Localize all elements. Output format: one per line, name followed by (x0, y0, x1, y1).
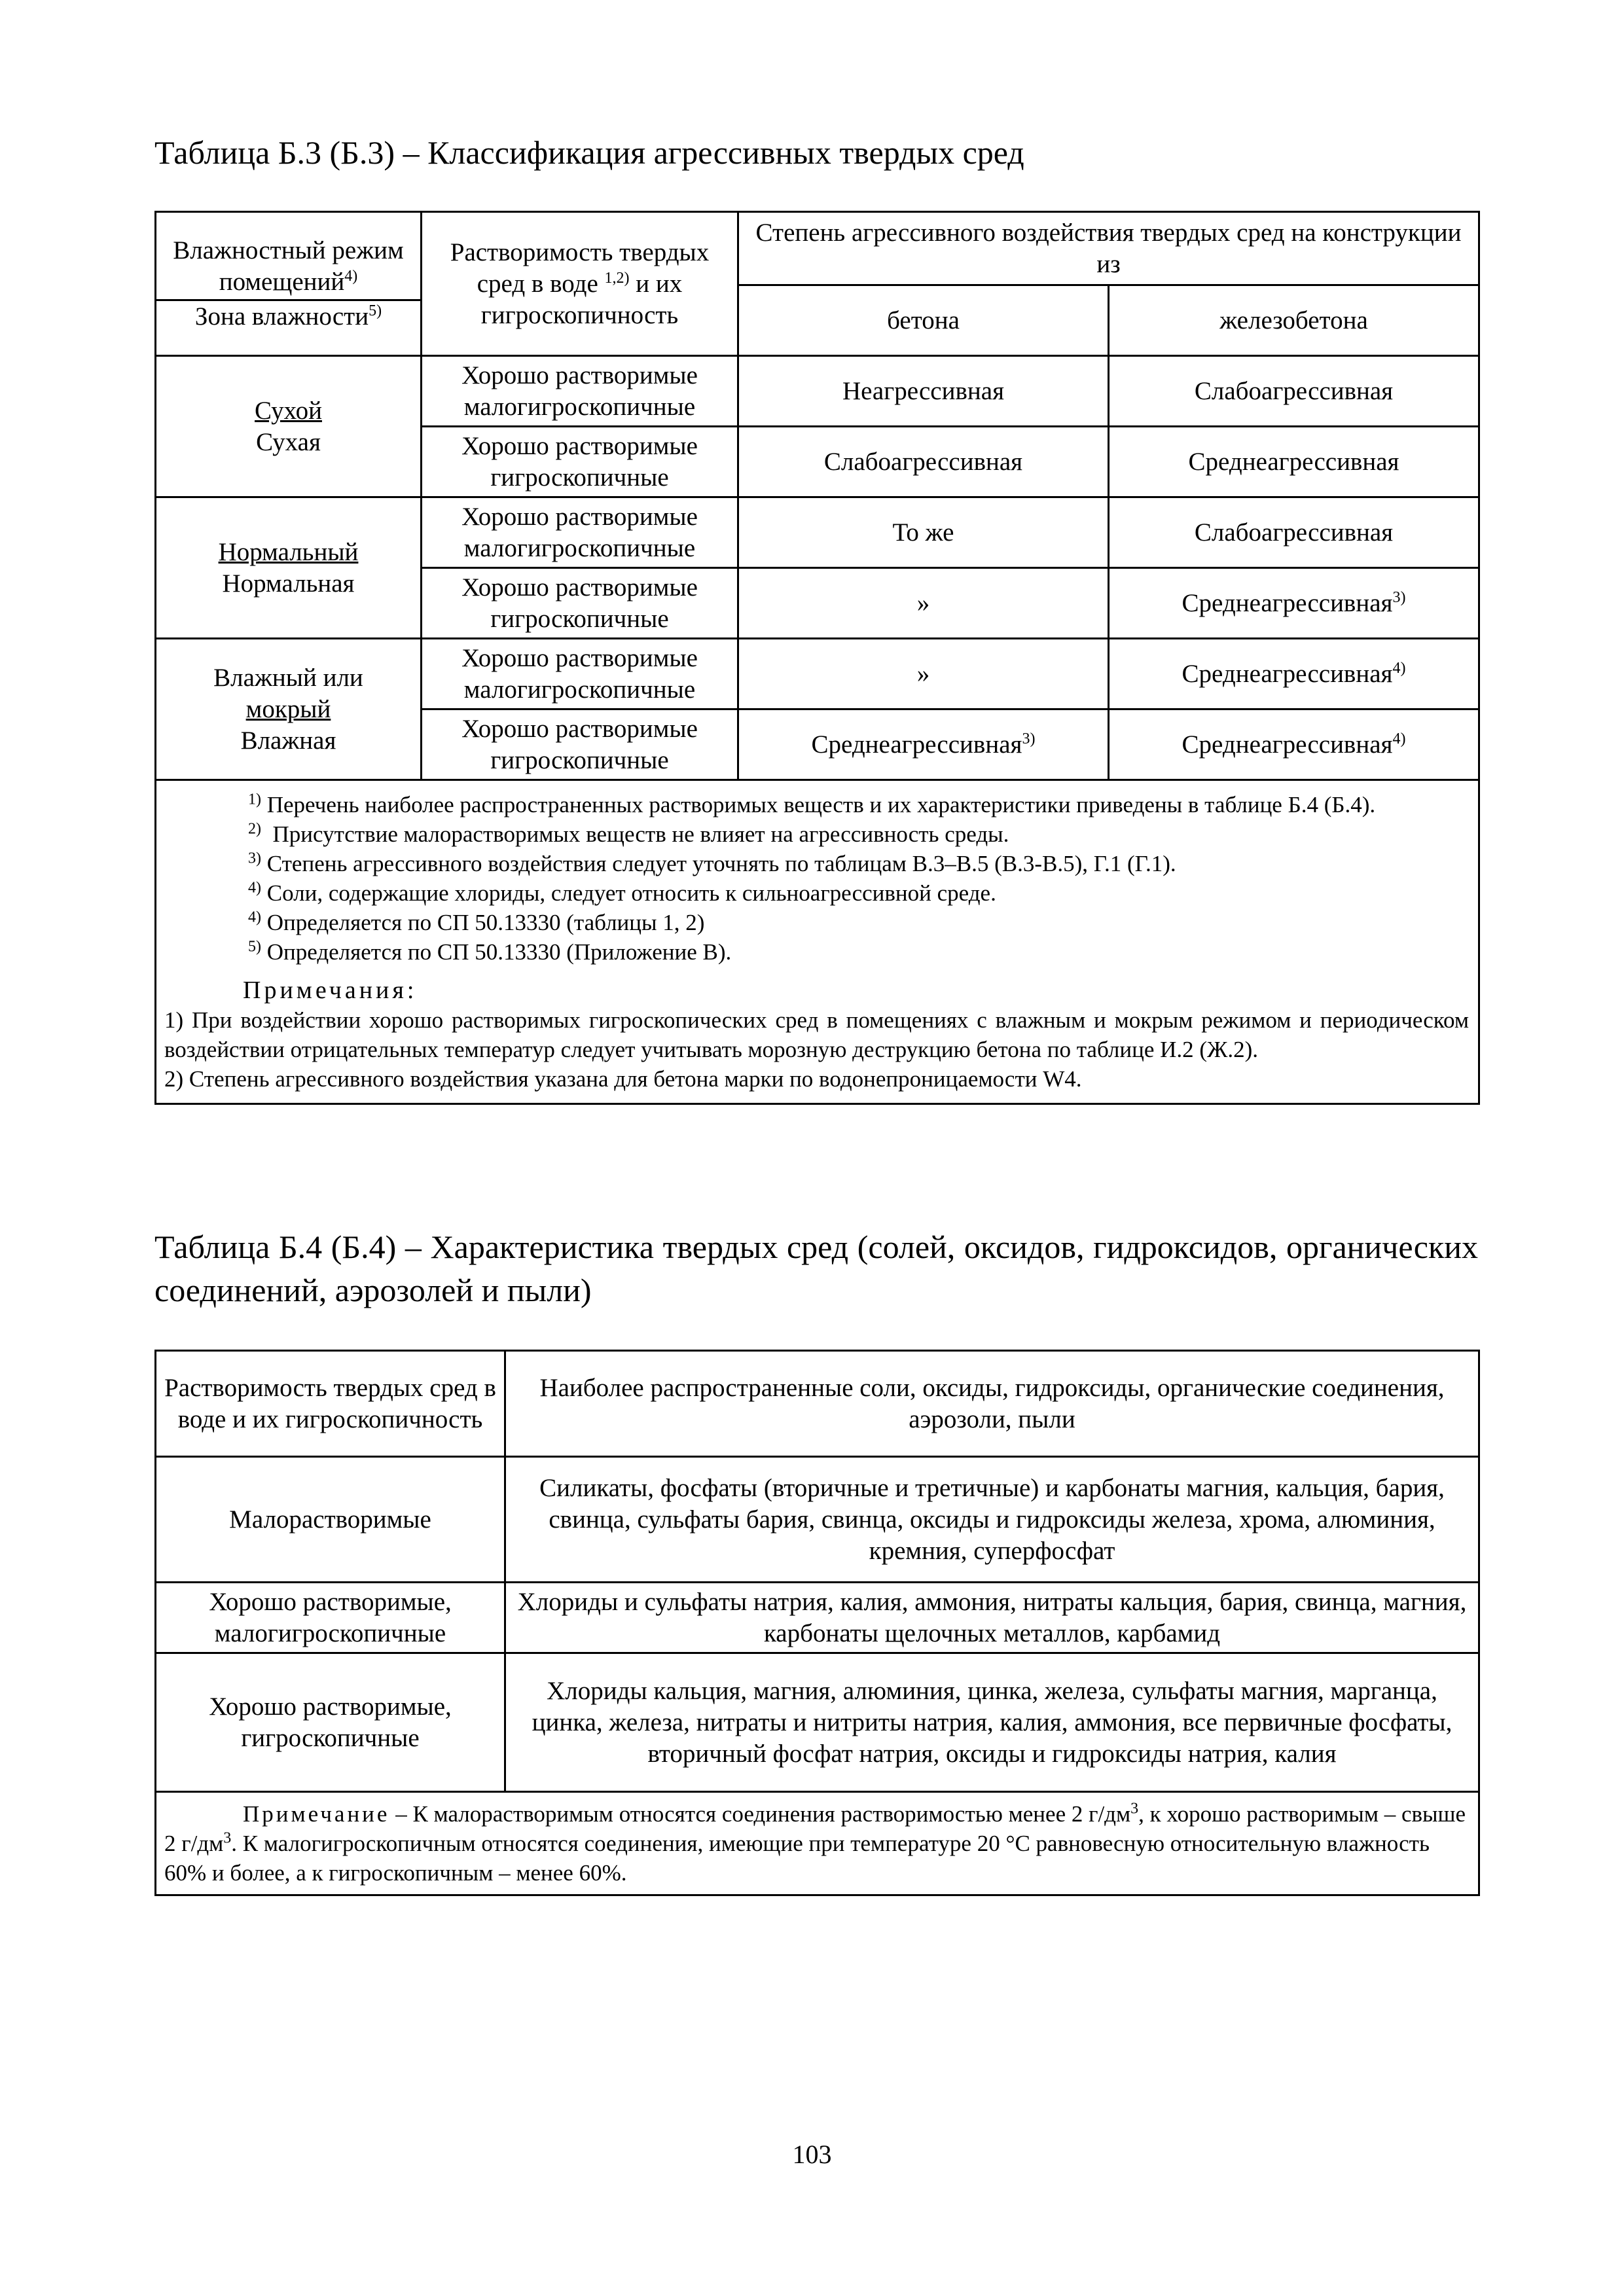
table3-concrete (738, 497, 1109, 568)
table3-reinforced-value: Среднеагрессивная (1182, 730, 1393, 759)
table3-concrete-value: Среднеагрессивная (811, 730, 1022, 759)
table3-reinforced (1109, 427, 1479, 497)
table3-note: 1) При воздействии хорошо растворимых гигроскопических сред в помещениях с влажным и мокрым режимом и периодическом воздействии отрицательных температур следует учитывать морозную деструкцию бетона по таблице И.2 (Ж.2). (164, 1007, 1470, 1062)
table3-zone: Влажная (240, 726, 336, 755)
footnote-mark: 4) (248, 908, 261, 926)
table3-caption: Таблица Б.3 (Б.3) – Классификация агрессивных твердых сред (154, 134, 1024, 171)
footnote (164, 908, 1469, 937)
table3-solubility: Хорошо растворимые гигроскопичные (422, 568, 738, 639)
table4-note-sup: 3 (223, 1829, 232, 1847)
footnote-text: Определяется по СП 50.13330 (таблицы 1, 2) (266, 910, 705, 935)
footnote (164, 937, 1469, 967)
table3-regime: Сухой (255, 396, 322, 425)
footnote-text: Степень агрессивного воздействия следует уточнять по таблицам В.3–В.5 (В.3-В.5), Г.1 (Г.1). (266, 851, 1176, 876)
table4-note-text: , к хорошо растворимым – свыше 2 г/дм (164, 1801, 1466, 1856)
table3-concrete-value: » (916, 659, 930, 688)
table3-concrete (738, 568, 1109, 639)
footnote (164, 819, 1469, 849)
table3-note: 2) Степень агрессивного воздействия указана для бетона марки по водонепроницаемости W4. (164, 1066, 1082, 1092)
table3-footnotes (156, 780, 1479, 1104)
footnote-text: Соли, содержащие хлориды, следует относить к сильноагрессивной среде. (266, 880, 996, 906)
table3-reinforced-sup: 4) (1392, 659, 1406, 677)
table3-header-degree: Степень агрессивного воздействия твердых сред на конструкции из (738, 212, 1479, 285)
table3-concrete-value: То же (892, 518, 954, 547)
table3-zone: Сухая (256, 427, 321, 456)
footnote-text: Определяется по СП 50.13330 (Приложение В). (266, 939, 732, 965)
footnote (164, 849, 1469, 878)
table3-header-zone-text: Зона влажности (194, 302, 369, 331)
table3-solubility: Хорошо растворимые гигроскопичные (422, 427, 738, 497)
table4-note-sup: 3 (1130, 1800, 1139, 1818)
footnote-mark: 4) (248, 879, 261, 897)
table4-solubility: Хорошо растворимые, малогигроскопичные (156, 1583, 505, 1653)
table3-solubility: Хорошо растворимые малогигроскопичные (422, 356, 738, 427)
table4-compounds: Силикаты, фосфаты (вторичные и третичные) и карбонаты магния, кальция, бария, свинца, сульфаты бария, свинца, оксиды и гидроксиды железа, хрома, алюминия, кремния, суперфосфат (505, 1457, 1479, 1583)
table3-notes-title: Примечания: (243, 977, 418, 1004)
footnote-mark: 1) (248, 791, 261, 808)
table3-concrete (738, 356, 1109, 427)
table3-regime: мокрый (245, 694, 331, 723)
table3-reinforced-value: Среднеагрессивная (1188, 447, 1399, 476)
table3-reinforced (1109, 639, 1479, 709)
page-number: 103 (792, 2140, 832, 2169)
table3-reinforced-sup: 3) (1392, 588, 1406, 606)
table3-reinforced-sup: 4) (1392, 730, 1406, 747)
footnote-text: Перечень наиболее распространенных растворимых веществ и их характеристики приведены в таблице Б.4 (Б.4). (266, 792, 1376, 817)
table4-caption: Таблица Б.4 (Б.4) – Характеристика твердых сред (солей, оксидов, гидроксидов, органических соединений, аэрозолей и пыли) (154, 1229, 1478, 1308)
footnote-mark: 5) (248, 938, 261, 956)
table4-note-text: – К малорастворимым относятся соединения растворимостью менее 2 г/дм (395, 1801, 1131, 1827)
table3-reinforced (1109, 568, 1479, 639)
table4-solubility: Хорошо растворимые, гигроскопичные (156, 1653, 505, 1792)
footnote (164, 878, 1469, 908)
footnote-mark: 3) (248, 850, 261, 867)
table3-reinforced-value: Слабоагрессивная (1194, 376, 1394, 405)
table3 (154, 211, 1480, 1105)
table3-header-solubility-text: Растворимость твердых сред в воде (450, 238, 710, 298)
footnote-text: Присутствие малорастворимых веществ не влияет на агрессивность среды. (272, 821, 1009, 847)
table3-regime: Нормальный (218, 537, 359, 566)
table3-concrete (738, 427, 1109, 497)
table3-header-concrete: бетона (738, 285, 1109, 356)
table3-solubility: Хорошо растворимые гигроскопичные (422, 709, 738, 780)
table3-reinforced (1109, 356, 1479, 427)
table3-concrete-value: Неагрессивная (842, 376, 1005, 405)
table4-compounds: Хлориды и сульфаты натрия, калия, аммония, нитраты кальция, бария, свинца, магния, карбонаты щелочных металлов, карбамид (505, 1583, 1479, 1653)
table3-concrete-value: » (916, 588, 930, 617)
table4 (154, 1350, 1480, 1896)
table3-header-zone-sup: 5) (369, 302, 382, 319)
table4-header-solubility: Растворимость твердых сред в воде и их гигроскопичность (156, 1351, 505, 1457)
table3-header-solubility (422, 212, 738, 356)
table3-regime-pre: Влажный или (213, 663, 363, 692)
table3-header-solubility-sup: 1,2) (604, 269, 630, 287)
table3-zone: Нормальная (222, 569, 355, 598)
table3-concrete (738, 639, 1109, 709)
table3-regime-cell (156, 356, 422, 497)
table3-regime-cell (156, 497, 422, 639)
footnote-mark: 2) (248, 820, 261, 838)
table3-reinforced (1109, 709, 1479, 780)
table3-solubility: Хорошо растворимые малогигроскопичные (422, 497, 738, 568)
table3-solubility: Хорошо растворимые малогигроскопичные (422, 639, 738, 709)
table4-note-text: . К малогигроскопичным относятся соединения, имеющие при температуре 20 °С равновесную относительную влажность 60% и более, а к гигроскопичным – менее 60%. (164, 1831, 1430, 1886)
table3-reinforced (1109, 497, 1479, 568)
table3-header-reinforced: железобетона (1109, 285, 1479, 356)
table3-header-solubility-tail: и их гигроскопичность (480, 269, 683, 329)
table4-compounds: Хлориды кальция, магния, алюминия, цинка, железа, сульфаты магния, марганца, цинка, железа, нитраты и нитриты натрия, калия, аммония, все первичные фосфаты, вторичный фосфат натрия, оксиды и гидроксиды натрия, калия (505, 1653, 1479, 1792)
table4-note-label: Примечание (243, 1801, 390, 1827)
table3-regime-cell (156, 639, 422, 780)
table3-reinforced-value: Слабоагрессивная (1194, 518, 1394, 547)
table4-note (156, 1792, 1479, 1895)
table4-solubility: Малорастворимые (156, 1457, 505, 1583)
table4-header-compounds: Наиболее распространенные соли, оксиды, гидроксиды, органические соединения, аэрозоли, пыли (505, 1351, 1479, 1457)
footnote (164, 790, 1469, 819)
table3-header-regime-text: Влажностный режим помещений (173, 236, 404, 296)
table3-reinforced-value: Среднеагрессивная (1182, 659, 1393, 688)
table3-header-regime (156, 212, 422, 356)
table3-concrete-sup: 3) (1022, 730, 1036, 747)
table3-concrete (738, 709, 1109, 780)
table3-reinforced-value: Среднеагрессивная (1182, 588, 1393, 617)
table3-concrete-value: Слабоагрессивная (823, 447, 1023, 476)
table3-header-regime-sup: 4) (344, 268, 358, 285)
